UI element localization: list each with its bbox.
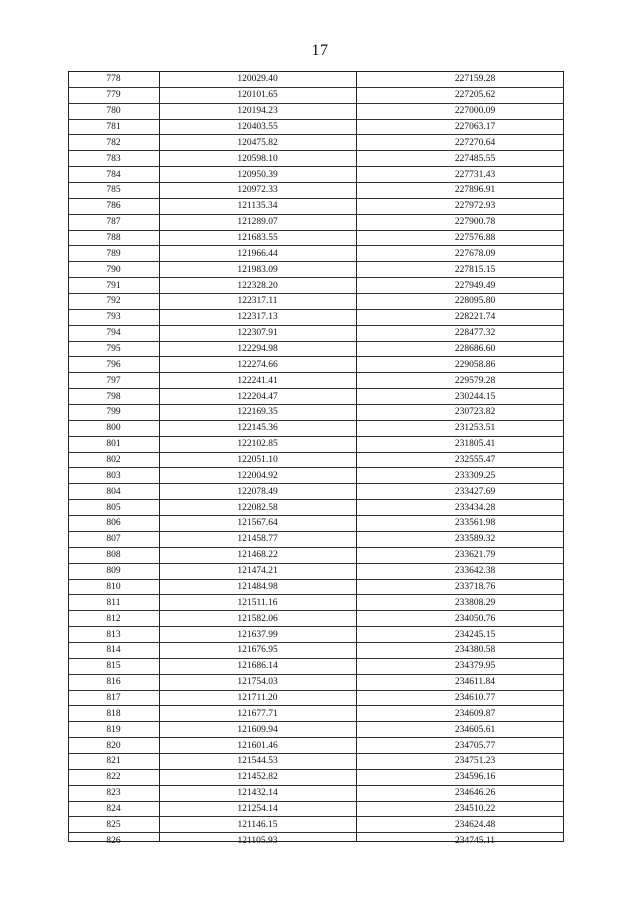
table-row (68, 817, 564, 833)
table-row (68, 468, 564, 484)
table-row (68, 547, 564, 563)
y-coordinate-cell: 234596.16 (360, 769, 564, 785)
point-number-cell: 782 (68, 135, 159, 151)
point-number-cell: 793 (68, 309, 159, 325)
x-coordinate-cell: 121511.16 (159, 595, 360, 611)
x-coordinate-cell: 122241.41 (159, 373, 360, 389)
point-number-cell: 819 (68, 722, 159, 738)
table-body (68, 72, 564, 848)
table-row (68, 769, 564, 785)
point-number-cell: 824 (68, 801, 159, 817)
point-number-cell: 811 (68, 595, 159, 611)
x-coordinate-cell: 122145.36 (159, 420, 360, 436)
table-row (68, 785, 564, 801)
table-row (68, 119, 564, 135)
table-row (68, 642, 564, 658)
page-number: 17 (311, 42, 329, 59)
y-coordinate-cell: 227678.09 (360, 246, 564, 262)
x-coordinate-cell: 122274.66 (159, 357, 360, 373)
y-coordinate-cell: 233621.79 (360, 547, 564, 563)
y-coordinate-cell: 233642.38 (360, 563, 564, 579)
point-number-cell: 804 (68, 484, 159, 500)
table-row (68, 516, 564, 532)
table-row (68, 294, 564, 310)
x-coordinate-cell: 120598.10 (159, 151, 360, 167)
table-row (68, 674, 564, 690)
x-coordinate-cell: 121105.93 (237, 835, 278, 846)
x-coordinate-cell: 122169.35 (159, 405, 360, 421)
x-coordinate-cell: 121146.15 (159, 817, 360, 833)
x-coordinate-cell: 122307.91 (159, 325, 360, 341)
x-coordinate-cell: 122051.10 (159, 452, 360, 468)
y-coordinate-cell: 233561.98 (360, 516, 564, 532)
x-coordinate-cell: 120194.23 (159, 103, 360, 119)
x-coordinate-cell: 121254.14 (159, 801, 360, 817)
table-row (68, 706, 564, 722)
point-number-cell: 789 (68, 246, 159, 262)
y-coordinate-cell: 227576.88 (360, 230, 564, 246)
table-row (68, 722, 564, 738)
point-number-cell: 778 (68, 72, 159, 87)
point-number-cell: 787 (68, 214, 159, 230)
y-coordinate-cell: 233718.76 (360, 579, 564, 595)
y-coordinate-cell: 232555.47 (360, 452, 564, 468)
y-coordinate-cell: 234611.84 (360, 674, 564, 690)
y-coordinate-cell: 227485.55 (360, 151, 564, 167)
x-coordinate-cell: 122317.13 (159, 309, 360, 325)
point-number-cell: 794 (68, 325, 159, 341)
x-coordinate-cell: 121677.71 (159, 706, 360, 722)
y-coordinate-cell: 231253.51 (360, 420, 564, 436)
y-coordinate-cell: 233589.32 (360, 531, 564, 547)
table-row (68, 405, 564, 421)
x-coordinate-cell: 120029.40 (159, 72, 360, 87)
point-number-cell: 784 (68, 167, 159, 183)
x-coordinate-cell: 120972.33 (159, 183, 360, 199)
point-number-cell: 779 (68, 87, 159, 103)
point-number-cell: 805 (68, 500, 159, 516)
point-number-cell: 801 (68, 436, 159, 452)
point-number-cell: 798 (68, 389, 159, 405)
table-row (68, 167, 564, 183)
point-number-cell: 816 (68, 674, 159, 690)
point-number-cell: 823 (68, 785, 159, 801)
x-coordinate-cell: 121458.77 (159, 531, 360, 547)
y-coordinate-cell: 227063.17 (360, 119, 564, 135)
coordinates-grid (68, 72, 564, 848)
point-number-cell: 810 (68, 579, 159, 595)
x-coordinate-cell: 121468.22 (159, 547, 360, 563)
x-coordinate-cell: 120403.55 (159, 119, 360, 135)
table-row (68, 690, 564, 706)
table-row (68, 72, 564, 87)
point-number-cell: 796 (68, 357, 159, 373)
y-coordinate-cell: 230244.15 (360, 389, 564, 405)
table-row (68, 753, 564, 769)
table-row (68, 135, 564, 151)
point-number-cell: 820 (68, 738, 159, 754)
x-coordinate-cell: 122294.98 (159, 341, 360, 357)
y-coordinate-cell: 227896.91 (360, 183, 564, 199)
x-coordinate-cell: 121544.53 (159, 753, 360, 769)
point-number-cell: 821 (68, 753, 159, 769)
table-row (68, 262, 564, 278)
x-coordinate-cell: 120475.82 (159, 135, 360, 151)
x-coordinate-cell: 121686.14 (159, 658, 360, 674)
x-coordinate-cell: 121983.09 (159, 262, 360, 278)
point-number-cell: 802 (68, 452, 159, 468)
point-number-cell: 809 (68, 563, 159, 579)
y-coordinate-cell: 227815.15 (360, 262, 564, 278)
x-coordinate-cell: 122078.49 (159, 484, 360, 500)
y-coordinate-cell: 227205.62 (360, 87, 564, 103)
table-row (68, 325, 564, 341)
table-row (68, 357, 564, 373)
x-coordinate-cell: 121711.20 (159, 690, 360, 706)
y-coordinate-cell: 234751.23 (360, 753, 564, 769)
point-number-cell: 800 (68, 420, 159, 436)
table-row (68, 373, 564, 389)
point-number-cell: 815 (68, 658, 159, 674)
table-row (68, 500, 564, 516)
x-coordinate-cell: 122328.20 (159, 278, 360, 294)
y-coordinate-cell: 233434.28 (360, 500, 564, 516)
table-row (68, 595, 564, 611)
table-row (68, 738, 564, 754)
y-coordinate-cell: 234624.48 (360, 817, 564, 833)
x-coordinate-cell: 122004.92 (159, 468, 360, 484)
point-number-cell: 795 (68, 341, 159, 357)
table-row (68, 341, 564, 357)
point-number-cell: 781 (68, 119, 159, 135)
table-row (68, 563, 564, 579)
x-coordinate-cell: 122102.85 (159, 436, 360, 452)
table-row (68, 389, 564, 405)
y-coordinate-cell: 233427.69 (360, 484, 564, 500)
x-coordinate-cell: 121966.44 (159, 246, 360, 262)
point-number-cell: 790 (68, 262, 159, 278)
table-row (68, 452, 564, 468)
y-coordinate-cell: 227972.93 (360, 198, 564, 214)
y-coordinate-cell: 230723.82 (360, 405, 564, 421)
table-row (68, 230, 564, 246)
point-number-cell: 825 (68, 817, 159, 833)
x-coordinate-cell: 122204.47 (159, 389, 360, 405)
table-row (68, 579, 564, 595)
table-row (68, 627, 564, 643)
x-coordinate-cell: 121601.46 (159, 738, 360, 754)
point-number-cell: 799 (68, 405, 159, 421)
y-coordinate-cell: 233309.25 (360, 468, 564, 484)
point-number-cell: 806 (68, 516, 159, 532)
y-coordinate-cell: 227270.64 (360, 135, 564, 151)
y-coordinate-cell: 229579.28 (360, 373, 564, 389)
table-row (68, 103, 564, 119)
point-number-cell: 797 (68, 373, 159, 389)
y-coordinate-cell: 234705.77 (360, 738, 564, 754)
x-coordinate-cell: 121609.94 (159, 722, 360, 738)
point-number-cell: 814 (68, 642, 159, 658)
y-coordinate-cell: 234050.76 (360, 611, 564, 627)
point-number-cell: 826 (106, 835, 121, 846)
x-coordinate-cell: 122082.58 (159, 500, 360, 516)
table-row (68, 309, 564, 325)
x-coordinate-cell: 121637.99 (159, 627, 360, 643)
y-coordinate-cell: 227000.09 (360, 103, 564, 119)
table-row (68, 87, 564, 103)
point-number-cell: 792 (68, 294, 159, 310)
x-coordinate-cell: 121754.03 (159, 674, 360, 690)
point-number-cell: 817 (68, 690, 159, 706)
point-number-cell: 807 (68, 531, 159, 547)
table-row (68, 484, 564, 500)
table-row (68, 611, 564, 627)
y-coordinate-cell: 234379.95 (360, 658, 564, 674)
point-number-cell: 803 (68, 468, 159, 484)
x-coordinate-cell: 120950.39 (159, 167, 360, 183)
table-row (68, 214, 564, 230)
point-number-cell: 813 (68, 627, 159, 643)
y-coordinate-cell: 234609.87 (360, 706, 564, 722)
x-coordinate-cell: 120101.65 (159, 87, 360, 103)
y-coordinate-cell: 227900.78 (360, 214, 564, 230)
x-coordinate-cell: 121135.34 (159, 198, 360, 214)
x-coordinate-cell: 122317.11 (159, 294, 360, 310)
y-coordinate-cell: 231805.41 (360, 436, 564, 452)
x-coordinate-cell: 121484.98 (159, 579, 360, 595)
table-row (68, 833, 564, 848)
y-coordinate-cell: 227949.49 (360, 278, 564, 294)
y-coordinate-cell: 227159.28 (360, 72, 564, 87)
y-coordinate-cell: 228095.80 (360, 294, 564, 310)
y-coordinate-cell: 234745.11 (454, 835, 496, 846)
x-coordinate-cell: 121567.64 (159, 516, 360, 532)
table-row (68, 436, 564, 452)
y-coordinate-cell: 229058.86 (360, 357, 564, 373)
table-row (68, 198, 564, 214)
x-coordinate-cell: 121676.95 (159, 642, 360, 658)
point-number-cell: 780 (68, 103, 159, 119)
table-row (68, 278, 564, 294)
point-number-cell: 786 (68, 198, 159, 214)
y-coordinate-cell: 234245.15 (360, 627, 564, 643)
table-row (68, 658, 564, 674)
y-coordinate-cell: 227731.43 (360, 167, 564, 183)
point-number-cell: 818 (68, 706, 159, 722)
table-row (68, 801, 564, 817)
x-coordinate-cell: 121432.14 (159, 785, 360, 801)
y-coordinate-cell: 228477.32 (360, 325, 564, 341)
table-row (68, 246, 564, 262)
table-row (68, 183, 564, 199)
point-number-cell: 785 (68, 183, 159, 199)
point-number-cell: 812 (68, 611, 159, 627)
y-coordinate-cell: 234510.22 (360, 801, 564, 817)
table-row (68, 420, 564, 436)
x-coordinate-cell: 121683.55 (159, 230, 360, 246)
y-coordinate-cell: 234646.26 (360, 785, 564, 801)
point-number-cell: 791 (68, 278, 159, 294)
y-coordinate-cell: 228686.60 (360, 341, 564, 357)
y-coordinate-cell: 234380.58 (360, 642, 564, 658)
y-coordinate-cell: 228221.74 (360, 309, 564, 325)
y-coordinate-cell: 234605.61 (360, 722, 564, 738)
x-coordinate-cell: 121474.21 (159, 563, 360, 579)
y-coordinate-cell: 233808.29 (360, 595, 564, 611)
table-row (68, 531, 564, 547)
x-coordinate-cell: 121582.06 (159, 611, 360, 627)
point-number-cell: 822 (68, 769, 159, 785)
point-number-cell: 808 (68, 547, 159, 563)
point-number-cell: 783 (68, 151, 159, 167)
x-coordinate-cell: 121289.07 (159, 214, 360, 230)
point-number-cell: 788 (68, 230, 159, 246)
coordinates-table (68, 71, 564, 846)
x-coordinate-cell: 121452.82 (159, 769, 360, 785)
y-coordinate-cell: 234610.77 (360, 690, 564, 706)
table-row (68, 151, 564, 167)
